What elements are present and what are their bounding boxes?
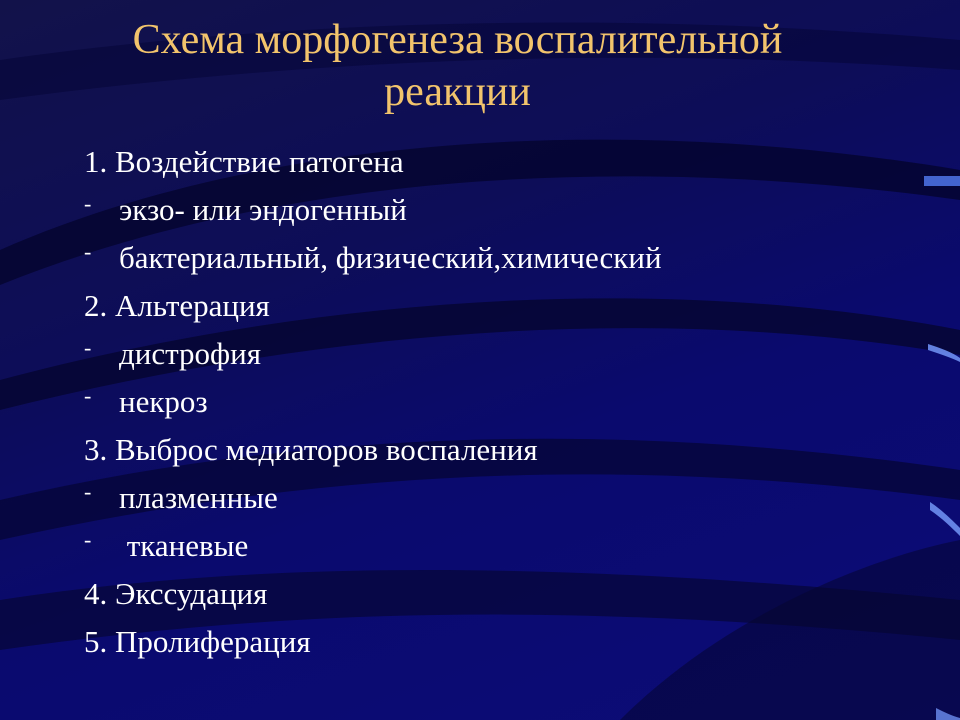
item-text: 4. Экссудация [84,576,268,611]
bullet-marker: - [84,239,92,264]
list-item-bullet [84,234,662,282]
bullet-marker: - [84,479,92,504]
content-list [84,138,662,666]
list-item-bullet [84,522,662,570]
item-text: 1. Воздействие патогена [84,144,404,179]
item-text: плазменные [119,480,278,515]
title-line-2: реакции [384,69,531,115]
list-item-numbered [84,138,662,186]
list-item-bullet [84,186,662,234]
list-item-bullet [84,474,662,522]
list-item-bullet [84,330,662,378]
item-text: 3. Выброс медиаторов воспаления [84,432,538,467]
list-item-bullet [84,378,662,426]
item-text: некроз [119,384,208,419]
list-item-numbered [84,282,662,330]
item-text: дистрофия [119,336,261,371]
item-text: 5. Пролиферация [84,624,311,659]
item-text: бактериальный, физический,химический [119,240,662,275]
item-text: тканевые [119,528,249,563]
list-item-numbered [84,570,662,618]
list-item-numbered [84,618,662,666]
bullet-marker: - [84,383,92,408]
list-item-numbered [84,426,662,474]
title-line-1: Схема морфогенеза воспалительной [132,17,783,63]
item-text: 2. Альтерация [84,288,270,323]
bullet-marker: - [84,527,92,552]
bullet-marker: - [84,191,92,216]
bullet-marker: - [84,335,92,360]
slide-title [0,14,915,118]
item-text: экзо- или эндогенный [119,192,407,227]
